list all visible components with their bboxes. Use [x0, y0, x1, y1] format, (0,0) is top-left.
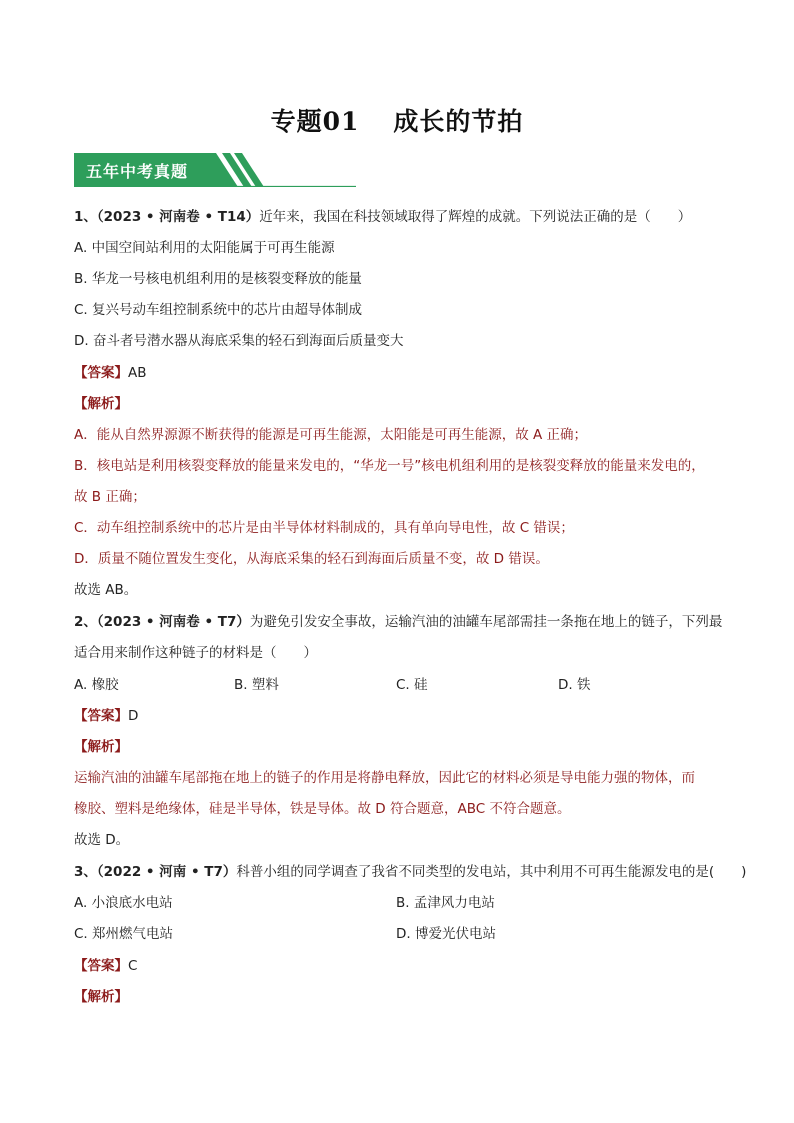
q1-option-d: D. 奋斗者号潜水器从海底采集的轻石到海面后质量变大 [74, 333, 404, 349]
q2-conclusion: 故选 D。 [74, 832, 130, 848]
q2-analysis-label: 【解析】 [74, 739, 128, 755]
q1-analysis-label: 【解析】 [74, 396, 128, 412]
q1-answer [74, 363, 147, 383]
q3-answer-label: 【答案】 [74, 958, 128, 974]
q2-stem-line2: 适合用来制作这种链子的材料是（ ） [74, 645, 317, 661]
q2-options [74, 675, 714, 695]
q3-stem [74, 862, 746, 882]
banner-text: 五年中考真题 [86, 162, 189, 181]
q3-answer [74, 956, 137, 976]
q2-source: （2023 • 河南卷 • T7） [96, 614, 250, 630]
q1-option-a: A. 中国空间站利用的太阳能属于可再生能源 [74, 240, 335, 256]
q2-option-c: C. 硅 [396, 677, 428, 693]
q1-option-c: C. 复兴号动车组控制系统中的芯片由超导体制成 [74, 302, 363, 318]
q2-option-d: D. 铁 [558, 677, 591, 693]
q1-analysis-b2: 故 B 正确； [74, 489, 146, 505]
q1-stem [74, 207, 691, 227]
q2-answer-label: 【答案】 [74, 708, 128, 724]
q2-analysis-line1: 运输汽油的油罐车尾部拖在地上的链子的作用是将静电释放，因此它的材料必须是导电能力强的物体，而 [74, 770, 695, 786]
q2-number: 2、 [74, 614, 97, 630]
q3-answer-value: C [128, 958, 138, 974]
q1-option-b: B. 华龙一号核电机组利用的是核裂变释放的能量 [74, 271, 362, 287]
q3-option-c: C. 郑州燃气电站 [74, 926, 174, 942]
q3-number: 3、 [74, 864, 97, 880]
q2-option-b: B. 塑料 [234, 677, 279, 693]
q3-analysis-label: 【解析】 [74, 989, 128, 1005]
q2-answer [74, 706, 138, 726]
q3-option-d: D. 博爱光伏电站 [396, 926, 496, 942]
q2-stem-text: 为避免引发安全事故，运输汽油的油罐车尾部需挂一条拖在地上的链子，下列最 [249, 614, 723, 630]
q1-answer-label: 【答案】 [74, 365, 128, 381]
q2-answer-value: D [128, 708, 139, 724]
q2-stem [74, 612, 722, 632]
q2-option-a: A. 橡胶 [74, 677, 119, 693]
section-banner [74, 153, 356, 187]
page-title [0, 102, 794, 138]
title-number: 专题01 [270, 107, 360, 136]
q3-option-a: A. 小浪底水电站 [74, 895, 173, 911]
q2-analysis-line2: 橡胶、塑料是绝缘体，硅是半导体，铁是导体。故 D 符合题意，ABC 不符合题意。 [74, 801, 571, 817]
q1-analysis-a: A．能从自然界源源不断获得的能源是可再生能源，太阳能是可再生能源，故 A 正确； [74, 427, 588, 443]
q1-number: 1、 [74, 209, 97, 225]
q3-option-b: B. 孟津风力电站 [396, 895, 495, 911]
q3-options-row2 [74, 924, 714, 944]
q3-options-row1 [74, 893, 714, 913]
q3-stem-text: 科普小组的同学调查了我省不同类型的发电站，其中利用不可再生能源发电的是( ) [236, 864, 747, 880]
q1-conclusion: 故选 AB。 [74, 582, 138, 598]
q1-analysis-d: D．质量不随位置发生变化，从海底采集的轻石到海面后质量不变，故 D 错误。 [74, 551, 549, 567]
q3-source: （2022 • 河南 • T7） [96, 864, 237, 880]
title-text: 成长的节拍 [393, 107, 524, 136]
q1-analysis-b: B．核电站是利用核裂变释放的能量来发电的，“华龙一号”核电机组利用的是核裂变释放的能量来发电的， [74, 458, 705, 474]
q1-answer-value: AB [128, 365, 147, 381]
q1-analysis-c: C．动车组控制系统中的芯片是由半导体材料制成的，具有单向导电性，故 C 错误； [74, 520, 574, 536]
q1-source: （2023 • 河南卷 • T14） [96, 209, 260, 225]
q1-stem-text: 近年来，我国在科技领域取得了辉煌的成就。下列说法正确的是（ ） [259, 209, 692, 225]
